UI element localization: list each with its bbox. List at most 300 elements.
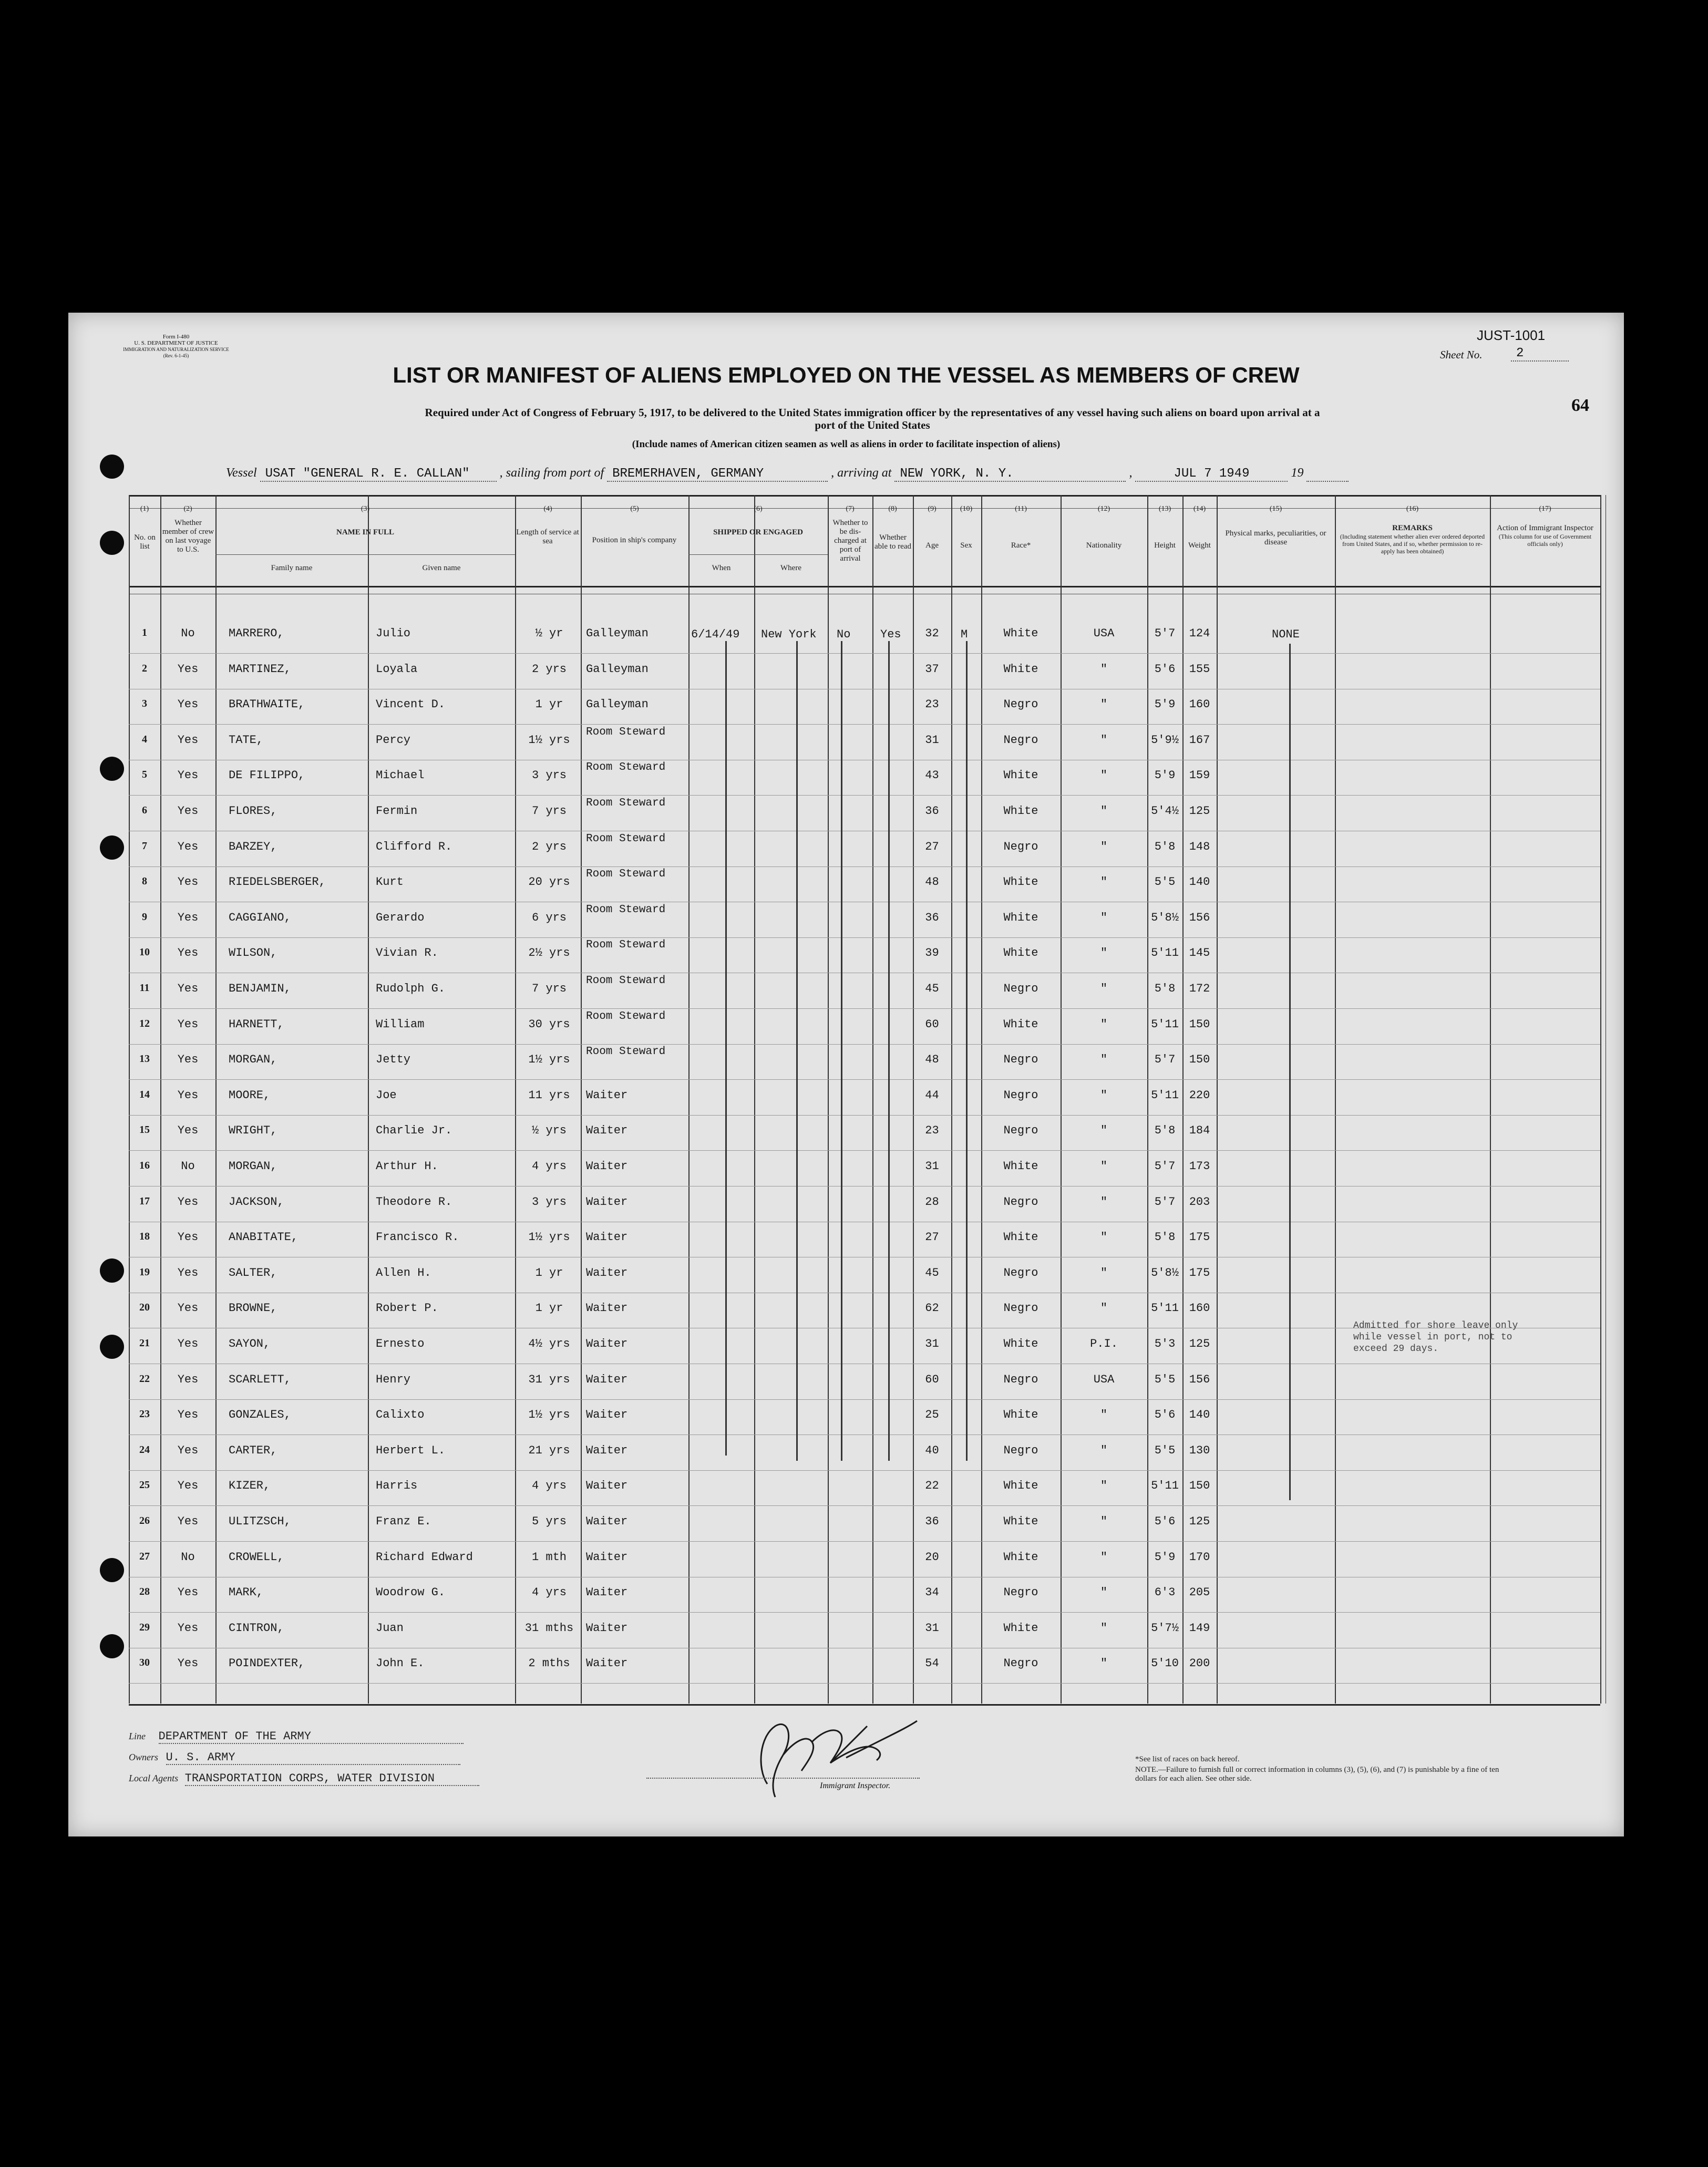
prev-voyage: Yes — [177, 1017, 199, 1031]
height: 5'8½ — [1151, 1266, 1179, 1279]
header-remarks — [1337, 524, 1487, 555]
age: 23 — [925, 698, 939, 711]
height: 5'8 — [1154, 1124, 1176, 1138]
given-name: Percy — [376, 733, 411, 747]
position: Waiter — [586, 1266, 628, 1279]
height: 5'4½ — [1151, 804, 1179, 818]
given-name: Woodrow G. — [376, 1586, 446, 1600]
position: Room Steward — [586, 1010, 666, 1023]
prev-voyage: Yes — [177, 911, 199, 924]
row-number: 30 — [139, 1657, 150, 1669]
prev-voyage: No — [181, 1550, 195, 1564]
remark-line-3: exceed 29 days. — [1353, 1344, 1439, 1354]
row-number: 17 — [139, 1195, 150, 1207]
weight: 150 — [1189, 1017, 1210, 1031]
length-of-service: 2 yrs — [531, 840, 567, 853]
length-of-service: 7 yrs — [531, 804, 567, 818]
remark-line-1: Admitted for shore leave only — [1353, 1320, 1518, 1331]
age: 27 — [925, 840, 939, 853]
length-of-service: 1½ yrs — [528, 733, 570, 747]
given-name: Fermin — [376, 804, 418, 818]
position: Waiter — [586, 1195, 628, 1209]
prev-voyage: Yes — [177, 662, 199, 676]
given-name: Joe — [376, 1088, 397, 1102]
nationality: USA — [1093, 627, 1115, 640]
family-name: ULITZSCH, — [229, 1515, 291, 1528]
age: 36 — [925, 1515, 939, 1528]
nationality: " — [1100, 1515, 1108, 1528]
weight: 172 — [1189, 982, 1210, 995]
prev-voyage: Yes — [177, 1302, 199, 1315]
height: 5'8 — [1154, 840, 1176, 853]
prev-voyage: Yes — [177, 1408, 199, 1422]
row-1-when: 6/14/49 — [691, 628, 740, 641]
position: Waiter — [586, 1088, 628, 1102]
nationality: " — [1100, 840, 1108, 853]
agents-value: TRANSPORTATION CORPS, WATER DIVISION — [185, 1772, 479, 1786]
punch-hole — [100, 757, 124, 781]
prev-voyage: Yes — [177, 769, 199, 782]
family-name: WRIGHT, — [229, 1124, 277, 1138]
height: 5'7 — [1154, 1160, 1176, 1173]
weight: 156 — [1189, 1373, 1210, 1386]
height: 5'5 — [1154, 1443, 1176, 1457]
family-name: MARTINEZ, — [229, 662, 291, 676]
given-name: Vivian R. — [376, 946, 438, 960]
sheet-label: Sheet No. — [1440, 348, 1483, 361]
line-label: Line — [129, 1731, 146, 1741]
nationality: " — [1100, 1053, 1108, 1067]
row-1-physical: NONE — [1272, 628, 1300, 641]
row-number: 25 — [139, 1479, 150, 1491]
row-1-discharged: No — [837, 628, 851, 641]
family-name: BARZEY, — [229, 840, 277, 853]
race: White — [1003, 662, 1038, 676]
prev-voyage: Yes — [177, 1337, 199, 1350]
header-prev-voyage: Whether member of crew on last voyage to U.S. — [162, 519, 214, 554]
position: Room Steward — [586, 832, 666, 845]
race: White — [1003, 769, 1038, 782]
prev-voyage: Yes — [177, 804, 199, 818]
length-of-service: 3 yrs — [531, 769, 567, 782]
age: 45 — [925, 1266, 939, 1279]
given-name: Francisco R. — [376, 1231, 459, 1244]
length-of-service: 7 yrs — [531, 982, 567, 995]
age: 31 — [925, 1621, 939, 1635]
length-of-service: 2 mths — [528, 1657, 570, 1670]
race: Negro — [1003, 1373, 1038, 1386]
header-discharged: Whether to be dis-charged at port of arrival — [832, 519, 868, 563]
given-name: Theodore R. — [376, 1195, 452, 1209]
family-name: BRATHWAITE, — [229, 698, 305, 711]
column-number: (11) — [1015, 505, 1027, 513]
service: IMMIGRATION AND NATURALIZATION SERVICE — [123, 347, 229, 352]
position: Waiter — [586, 1621, 628, 1635]
length-of-service: 3 yrs — [531, 1195, 567, 1209]
row-1-sex: M — [961, 628, 968, 641]
footer-owners — [129, 1751, 460, 1765]
weight: 200 — [1189, 1657, 1210, 1670]
length-of-service: 1 yr — [535, 1266, 563, 1279]
weight: 173 — [1189, 1160, 1210, 1173]
prev-voyage: Yes — [177, 1586, 199, 1600]
weight: 149 — [1189, 1621, 1210, 1635]
height: 5'10 — [1151, 1657, 1179, 1670]
prev-voyage: Yes — [177, 1657, 199, 1670]
header-name-in-full: NAME IN FULL — [336, 528, 394, 536]
prev-voyage: Yes — [177, 982, 199, 995]
nationality: USA — [1093, 1373, 1115, 1386]
position: Waiter — [586, 1479, 628, 1493]
race: White — [1003, 1017, 1038, 1031]
given-name: Calixto — [376, 1408, 425, 1422]
line-value: DEPARTMENT OF THE ARMY — [159, 1730, 464, 1744]
year-suffix — [1306, 467, 1349, 482]
row-number: 7 — [142, 840, 147, 852]
race: Negro — [1003, 982, 1038, 995]
height: 5'7 — [1154, 1195, 1176, 1209]
family-name: CAGGIANO, — [229, 911, 291, 924]
age: 28 — [925, 1195, 939, 1209]
race: White — [1003, 1550, 1038, 1564]
age: 48 — [925, 875, 939, 889]
nationality: " — [1100, 911, 1108, 924]
race: Negro — [1003, 1266, 1038, 1279]
position: Waiter — [586, 1443, 628, 1457]
height: 5'8 — [1154, 1231, 1176, 1244]
age: 43 — [925, 769, 939, 782]
arrival-date: JUL 7 1949 — [1135, 467, 1288, 482]
height: 5'7 — [1154, 1053, 1176, 1067]
nationality: " — [1100, 1621, 1108, 1635]
nationality: " — [1100, 1657, 1108, 1670]
row-number: 29 — [139, 1621, 150, 1633]
column-number: (3) — [361, 505, 370, 513]
prev-voyage: Yes — [177, 875, 199, 889]
length-of-service: 30 yrs — [528, 1017, 570, 1031]
row-number: 10 — [139, 946, 150, 958]
punch-hole — [100, 1558, 124, 1582]
row-number: 5 — [142, 769, 147, 781]
punch-hole — [100, 455, 124, 479]
prev-voyage: No — [181, 1160, 195, 1173]
age: 27 — [925, 1231, 939, 1244]
given-name: Gerardo — [376, 911, 425, 924]
family-name: SALTER, — [229, 1266, 277, 1279]
family-name: GONZALES, — [229, 1408, 291, 1422]
row-number: 2 — [142, 662, 147, 674]
header-age: Age — [925, 541, 939, 550]
weight: 125 — [1189, 804, 1210, 818]
shore-leave-remark — [1353, 1320, 1518, 1355]
vessel-label: Vessel — [226, 466, 257, 480]
row-number: 26 — [139, 1515, 150, 1526]
form-meta — [118, 334, 234, 359]
weight: 220 — [1189, 1088, 1210, 1102]
column-number: (8) — [888, 505, 897, 513]
given-name: Clifford R. — [376, 840, 452, 853]
position: Room Steward — [586, 797, 666, 809]
prev-voyage: No — [181, 627, 195, 640]
prev-voyage: Yes — [177, 1088, 199, 1102]
age: 22 — [925, 1479, 939, 1493]
row-1-able-read: Yes — [880, 628, 901, 641]
age: 25 — [925, 1408, 939, 1422]
height: 5'8 — [1154, 982, 1176, 995]
row-number: 28 — [139, 1586, 150, 1598]
row-number: 12 — [139, 1017, 150, 1029]
punch-hole — [100, 531, 124, 555]
header-nationality: Nationality — [1086, 541, 1122, 550]
weight: 160 — [1189, 1302, 1210, 1315]
row-number: 21 — [139, 1337, 150, 1349]
race: White — [1003, 1160, 1038, 1173]
family-name: HARNETT, — [229, 1017, 284, 1031]
length-of-service: 1½ yrs — [528, 1053, 570, 1067]
race: White — [1003, 627, 1038, 640]
height: 5'7½ — [1151, 1621, 1179, 1635]
header-race: Race* — [1011, 541, 1031, 550]
race: Negro — [1003, 1443, 1038, 1457]
weight: 167 — [1189, 733, 1210, 747]
form-number: Form I-480 — [162, 334, 190, 340]
given-name: Henry — [376, 1373, 411, 1386]
length-of-service: 31 mths — [524, 1621, 574, 1635]
race: Negro — [1003, 698, 1038, 711]
inspector-label: Immigrant Inspector. — [820, 1781, 891, 1790]
remark-line-2: while vessel in port, not to — [1353, 1332, 1512, 1343]
header-action — [1493, 524, 1598, 548]
row-number: 22 — [139, 1373, 150, 1385]
column-number: (1) — [140, 505, 149, 513]
given-name: Franz E. — [376, 1515, 431, 1528]
header-weight: Weight — [1188, 541, 1211, 550]
given-name: John E. — [376, 1657, 425, 1670]
race: White — [1003, 946, 1038, 960]
nationality: " — [1100, 1160, 1108, 1173]
nationality: " — [1100, 804, 1108, 818]
race: White — [1003, 1337, 1038, 1350]
family-name: KIZER, — [229, 1479, 271, 1493]
family-name: SAYON, — [229, 1337, 271, 1350]
height: 5'11 — [1151, 946, 1179, 960]
length-of-service: 6 yrs — [531, 911, 567, 924]
agents-label: Local Agents — [129, 1773, 179, 1783]
given-name: Ernesto — [376, 1337, 425, 1350]
age: 36 — [925, 804, 939, 818]
family-name: MARK, — [229, 1586, 264, 1600]
given-name: Allen H. — [376, 1266, 431, 1279]
age: 31 — [925, 1160, 939, 1173]
race: White — [1003, 1231, 1038, 1244]
header-sex: Sex — [960, 541, 972, 550]
nationality: " — [1100, 875, 1108, 889]
nationality: " — [1100, 698, 1108, 711]
header-shipped: SHIPPED OR ENGAGED — [713, 528, 803, 536]
inspector-line — [646, 1778, 920, 1779]
port-to: NEW YORK, N. Y. — [894, 467, 1126, 482]
family-name: CROWELL, — [229, 1550, 284, 1564]
row-1-where: New York — [761, 628, 817, 641]
given-name: Michael — [376, 769, 425, 782]
vessel-name: USAT "GENERAL R. E. CALLAN" — [260, 467, 497, 482]
position: Waiter — [586, 1124, 628, 1138]
height: 5'6 — [1154, 1408, 1176, 1422]
prev-voyage: Yes — [177, 1195, 199, 1209]
weight: 145 — [1189, 946, 1210, 960]
length-of-service: 4 yrs — [531, 1160, 567, 1173]
race: Negro — [1003, 1195, 1038, 1209]
height: 5'9 — [1154, 769, 1176, 782]
weight: 124 — [1189, 627, 1210, 640]
header-physical: Physical marks, peculiarities, or disease — [1225, 529, 1326, 546]
column-number: (6) — [754, 505, 763, 513]
column-number: (13) — [1158, 505, 1171, 513]
given-name: Herbert L. — [376, 1443, 446, 1457]
position: Waiter — [586, 1657, 628, 1670]
race: Negro — [1003, 1302, 1038, 1315]
nationality: P.I. — [1090, 1337, 1118, 1350]
family-name: BENJAMIN, — [229, 982, 291, 995]
weight: 140 — [1189, 1408, 1210, 1422]
row-number: 23 — [139, 1408, 150, 1420]
nationality: " — [1100, 1017, 1108, 1031]
age: 48 — [925, 1053, 939, 1067]
vessel-line: Vessel USAT "GENERAL R. E. CALLAN" , sailing from port of BREMERHAVEN, GERMANY , arriving at NEW YORK, N. Y. , JUL 7 1949 19 — [226, 466, 1349, 482]
port-from: BREMERHAVEN, GERMANY — [607, 467, 828, 482]
family-name: RIEDELSBERGER, — [229, 875, 326, 889]
row-number: 16 — [139, 1160, 150, 1171]
position: Waiter — [586, 1586, 628, 1600]
race: White — [1003, 911, 1038, 924]
length-of-service: 1 yr — [535, 1302, 563, 1315]
race: White — [1003, 804, 1038, 818]
weight: 140 — [1189, 875, 1210, 889]
given-name: Vincent D. — [376, 698, 446, 711]
family-name: FLORES, — [229, 804, 277, 818]
given-name: Jetty — [376, 1053, 411, 1067]
position: Room Steward — [586, 939, 666, 952]
length-of-service: 4½ yrs — [528, 1337, 570, 1350]
nationality: " — [1100, 946, 1108, 960]
given-name: Charlie Jr. — [376, 1124, 452, 1138]
family-name: BROWNE, — [229, 1302, 277, 1315]
column-number: (9) — [928, 505, 937, 513]
age: 44 — [925, 1088, 939, 1102]
punch-hole — [100, 835, 124, 860]
length-of-service: 20 yrs — [528, 875, 570, 889]
height: 5'11 — [1151, 1017, 1179, 1031]
age: 45 — [925, 982, 939, 995]
given-name: Julio — [376, 627, 411, 640]
length-of-service: ½ yrs — [531, 1124, 567, 1138]
position: Waiter — [586, 1373, 628, 1386]
remarks-note: (Including statement whether alien ever ordered deported from United States, and if so, whether permission to re-apply has been obtained) — [1340, 533, 1485, 555]
header-no-on-list: No. on list — [134, 533, 156, 551]
age: 54 — [925, 1657, 939, 1670]
race: White — [1003, 1621, 1038, 1635]
height: 5'8½ — [1151, 911, 1179, 924]
prev-voyage: Yes — [177, 1479, 199, 1493]
footer-agents — [129, 1772, 479, 1786]
age: 23 — [925, 1124, 939, 1138]
nationality: " — [1100, 1550, 1108, 1564]
height: 5'7 — [1154, 627, 1176, 640]
age: 20 — [925, 1550, 939, 1564]
header-length-service: Length of service at sea — [516, 528, 579, 545]
row-number: 20 — [139, 1302, 150, 1314]
age: 31 — [925, 1337, 939, 1350]
nationality: " — [1100, 1408, 1108, 1422]
row-number: 9 — [142, 911, 147, 923]
height: 5'9 — [1154, 1550, 1176, 1564]
height: 5'5 — [1154, 875, 1176, 889]
height: 5'11 — [1151, 1088, 1179, 1102]
subtitle-note: (Include names of American citizen seamen as well as aliens in order to facilitate inspection of aliens) — [632, 439, 1061, 450]
length-of-service: 1½ yrs — [528, 1408, 570, 1422]
prev-voyage: Yes — [177, 1621, 199, 1635]
footer-line — [129, 1730, 464, 1744]
length-of-service: 4 yrs — [531, 1586, 567, 1600]
given-name: Robert P. — [376, 1302, 438, 1315]
header-given-name: Given name — [422, 564, 461, 572]
column-number: (16) — [1406, 505, 1419, 513]
nationality: " — [1100, 1443, 1108, 1457]
remarks-title: REMARKS — [1392, 524, 1433, 532]
family-name: JACKSON, — [229, 1195, 284, 1209]
header-family-name: Family name — [271, 564, 313, 572]
nationality: " — [1100, 733, 1108, 747]
position: Room Steward — [586, 726, 666, 738]
prev-voyage: Yes — [177, 733, 199, 747]
length-of-service: 31 yrs — [528, 1373, 570, 1386]
manifest-sheet — [68, 313, 1624, 1836]
height: 5'5 — [1154, 1373, 1176, 1386]
position: Waiter — [586, 1231, 628, 1244]
age: 39 — [925, 946, 939, 960]
position: Galleyman — [586, 627, 649, 640]
punch-hole — [100, 1258, 124, 1283]
position: Waiter — [586, 1337, 628, 1350]
height: 5'9½ — [1151, 733, 1179, 747]
nationality: " — [1100, 1479, 1108, 1493]
prev-voyage: Yes — [177, 840, 199, 853]
prev-voyage: Yes — [177, 1515, 199, 1528]
row-number: 15 — [139, 1124, 150, 1136]
race: White — [1003, 875, 1038, 889]
owners-label: Owners — [129, 1752, 159, 1762]
height: 6'3 — [1154, 1586, 1176, 1600]
department: U. S. DEPARTMENT OF JUSTICE — [134, 340, 218, 346]
weight: 130 — [1189, 1443, 1210, 1457]
age: 34 — [925, 1586, 939, 1600]
race: Negro — [1003, 1586, 1038, 1600]
page-title: LIST OR MANIFEST OF ALIENS EMPLOYED ON THE VESSEL AS MEMBERS OF CREW — [393, 363, 1300, 387]
race: White — [1003, 1479, 1038, 1493]
revision: (Rev. 6-1-45) — [163, 353, 189, 358]
height: 5'3 — [1154, 1337, 1176, 1350]
sheet-number: 2 — [1511, 346, 1569, 362]
weight: 125 — [1189, 1337, 1210, 1350]
weight: 159 — [1189, 769, 1210, 782]
weight: 125 — [1189, 1515, 1210, 1528]
column-number: (12) — [1097, 505, 1110, 513]
row-number: 18 — [139, 1231, 150, 1243]
prev-voyage: Yes — [177, 1231, 199, 1244]
age: 40 — [925, 1443, 939, 1457]
position: Waiter — [586, 1302, 628, 1315]
punch-hole — [100, 1335, 124, 1359]
